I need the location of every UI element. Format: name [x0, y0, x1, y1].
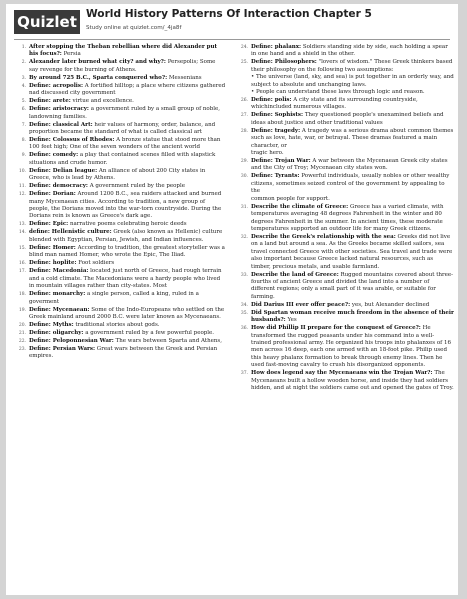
item-term: Define: monarchy:: [29, 291, 86, 298]
item-number: 6.: [21, 107, 26, 113]
flashcard-item: [12, 183, 226, 190]
item-number: 28.: [240, 128, 248, 134]
item-term: Did Spartan woman receive much freedom in the absence of their husbands?:: [251, 309, 454, 324]
item-body: [251, 44, 454, 59]
item-body: [29, 260, 226, 267]
item-definition: yes, but Alexander declined: [351, 301, 430, 308]
item-body: [251, 204, 454, 234]
item-term: Define: Homer:: [29, 244, 76, 251]
item-number: 12.: [18, 192, 26, 198]
flashcard-item: [234, 325, 454, 369]
flashcard-item: [234, 302, 454, 309]
item-body: [29, 229, 226, 244]
flashcard-item: [234, 173, 454, 203]
item-term: How does legend say the Mycenaeans win the Trojan War?:: [251, 370, 433, 377]
item-number: 29.: [240, 159, 248, 165]
flashcard-item: [12, 245, 226, 260]
item-definition: A government ruled by the people: [89, 183, 185, 190]
item-definition: Greek (also known as Hellenic) culture blended with Egyptian, Persian, Jewish, and Indian influences.: [29, 229, 223, 243]
item-definition: virtue and excellence.: [72, 98, 134, 105]
item-definition: A war between the Mycenaean Greek city states and the City of Troy; Mycenaean city states won.: [251, 158, 448, 172]
item-definition: Powerful individuals, usually nobles or other wealthy citizens, sometimes seized control of the government by appealing to the common people for support.: [251, 173, 450, 202]
flashcard-item: [12, 59, 226, 74]
item-body: [29, 346, 226, 361]
item-number: 15.: [18, 245, 26, 251]
item-definition: traditional stories about gods.: [75, 321, 160, 328]
item-term: Define: Delian league:: [29, 167, 98, 174]
item-number: 9.: [21, 153, 26, 159]
item-body: [29, 106, 226, 121]
item-term: Define: hoplite:: [29, 260, 77, 267]
item-term: Define: Philosophers:: [251, 59, 317, 66]
item-body: [29, 44, 226, 59]
item-term: By around 725 B.C., Sparta conquered who?:: [29, 74, 168, 81]
item-body: [251, 59, 454, 96]
flashcard-item: [12, 268, 226, 290]
item-definition: A fortified hilltop; a place where citizens gathered nad discussed city government: [29, 82, 226, 97]
item-number: 35.: [240, 310, 248, 316]
item-definition: heir values of harmony, order, balance, and proportion became the standard of what is called classical art: [29, 121, 216, 136]
item-body: [29, 168, 226, 183]
item-body: [29, 59, 226, 74]
item-number: 16.: [18, 261, 26, 267]
item-body: [29, 137, 226, 152]
header-divider: [14, 39, 450, 40]
flashcard-item: [12, 98, 226, 105]
item-body: [29, 75, 226, 82]
document-header: [6, 4, 458, 40]
flashcard-item: [12, 330, 226, 337]
item-number: 23.: [18, 346, 26, 352]
item-definition: According to tradition, the greatest storyteller was a blind man named Homer, who wrote the Epic, The Iliad.: [29, 244, 225, 259]
item-body: [29, 191, 226, 221]
item-number: 1.: [21, 45, 26, 50]
item-number: 8.: [21, 138, 26, 144]
item-definition: An alliance of about 200 City states in Greece, who is lead by Athens.: [29, 167, 206, 182]
item-body: [29, 122, 226, 137]
flashcard-item: [12, 229, 226, 244]
item-term: Describe the Greek's relationship with the sea:: [251, 233, 396, 240]
quizlet-logo: Quizlet: [14, 10, 80, 34]
item-body: [29, 83, 226, 98]
item-term: Define: classical Art:: [29, 121, 93, 128]
item-term: Define: Myths:: [29, 321, 74, 328]
flashcard-item: [234, 112, 454, 127]
item-number: 10.: [18, 168, 26, 174]
flashcard-item: [234, 44, 454, 59]
item-number: 30.: [240, 174, 248, 180]
item-term: Define: aristocracy:: [29, 106, 89, 113]
item-number: 7.: [21, 122, 26, 128]
item-definition: They questioned people's unexamined beliefs and ideas about justice and other traditional values: [251, 112, 444, 126]
item-body: [251, 370, 454, 392]
item-definition: Rugged mountains covered about three-fourths of ancient Greece and divided the land into a number of different regions; only a small part of it was arable, or suitable for farming.: [251, 271, 453, 300]
flashcard-item: [12, 137, 226, 152]
item-term: Define: Persian Wars:: [29, 345, 96, 352]
item-term: Define: oligarchy:: [29, 329, 84, 336]
item-number: 4.: [21, 83, 26, 89]
item-body: [251, 112, 454, 127]
item-number: 27.: [240, 113, 248, 119]
item-term: Define: Colossus of Rhodes:: [29, 137, 115, 144]
item-number: 5.: [21, 99, 26, 105]
flashcard-item: [12, 291, 226, 306]
item-number: 32.: [240, 234, 248, 240]
item-definition: a government ruled by a small group of noble, landowning families.: [29, 106, 221, 120]
page-subtitle: Study online at quizlet.com/_4ja8f: [86, 25, 182, 31]
item-term: Define: Trojan War:: [251, 158, 311, 165]
item-body: [251, 128, 454, 158]
item-term: Define: Mycenaean:: [29, 306, 90, 313]
item-body: [29, 221, 226, 228]
left-column: [12, 44, 226, 361]
flashcard-item: [12, 346, 226, 361]
item-number: 33.: [240, 272, 248, 278]
item-body: [29, 338, 226, 345]
flashcard-item: [12, 307, 226, 322]
item-term: Alexander later burned what city? and why?:: [29, 59, 166, 66]
item-number: 34.: [240, 302, 248, 308]
item-term: Define: Tyrants:: [251, 173, 300, 180]
flashcard-item: [12, 322, 226, 329]
item-number: 31.: [240, 204, 248, 210]
item-definition: "lovers of wisdom." These Greek thinkers based their philosophy on the following two assumptions: • The universe (land, sky, and sea) is put together in an orderly way, and subject to absolute and unchanging laws. • People can understand these laws through logic and reason.: [251, 59, 454, 96]
item-number: 11.: [18, 184, 26, 190]
item-number: 17.: [18, 269, 26, 275]
flashcard-item: [234, 158, 454, 173]
flashcard-item: [12, 221, 226, 228]
item-term: define: Hellenistic culture:: [29, 229, 112, 236]
flashcard-item: [12, 168, 226, 183]
flashcard-item: [12, 75, 226, 82]
item-term: Define: Dorian:: [29, 191, 76, 198]
item-number: 13.: [18, 222, 26, 228]
flashcard-item: [12, 152, 226, 167]
flashcard-item: [12, 260, 226, 267]
item-definition: Great wars between the Greek and Persian empires.: [29, 345, 218, 360]
item-definition: a government ruled by a few powerful people.: [85, 329, 215, 336]
item-term: Define: Epic:: [29, 221, 69, 228]
item-definition: Around 1200 B.C., sea raiders attacked and burned many Mycenaean cities. According to tradition, a new group of people, the Dorians moved into the war-torn countryside. During the Dorians rein is known as Greece's dark age.: [29, 191, 222, 220]
item-number: 20.: [18, 322, 26, 328]
item-term: Define: polis:: [251, 97, 292, 104]
item-body: [29, 245, 226, 260]
item-body: [251, 325, 454, 369]
item-definition: A tragedy was a serious drama about common themes such as love, hate, war, or betrayal. These dramas featured a main character, or tragic hero.: [251, 127, 454, 157]
item-term: Describe the land of Greece:: [251, 271, 339, 278]
item-body: [251, 173, 454, 203]
flashcard-item: [12, 83, 226, 98]
item-term: Define: comedy:: [29, 152, 79, 159]
item-definition: narrative poems celebrating heroic deeds: [69, 221, 187, 228]
right-column: [234, 44, 454, 393]
item-term: Define: Sophists:: [251, 112, 304, 119]
item-body: [29, 98, 226, 105]
item-number: 14.: [18, 230, 26, 236]
page-title: World History Patterns Of Interaction Chapter 5: [86, 8, 372, 20]
item-number: 37.: [240, 371, 248, 377]
item-body: [29, 291, 226, 306]
flashcard-item: [234, 204, 454, 234]
item-body: [251, 310, 454, 325]
item-definition: a play that contained scenes filled with slapstick situations and crude humor.: [29, 152, 216, 166]
flashcard-item: [234, 370, 454, 392]
item-term: Define: tragedy:: [251, 127, 301, 134]
item-definition: a single person, called a king, ruled in a goverment: [29, 291, 199, 305]
item-definition: Foot soldiers: [78, 260, 115, 267]
item-body: [251, 158, 454, 173]
item-term: Describe the climate of Greece:: [251, 203, 349, 210]
item-body: [29, 152, 226, 167]
item-number: 2.: [21, 60, 26, 66]
item-term: After stopping the Theban rebellian where did Alexander put his focus?:: [29, 44, 218, 58]
item-number: 24.: [240, 45, 248, 50]
item-definition: The Mycenaeans built a hollow wooden horse, and inside they had soldiers hidden, and at night the soldiers came out and opened the gates of Troy.: [251, 370, 454, 391]
item-definition: Persepolis; Some say revenge for the burning of Athens.: [29, 59, 216, 73]
item-term: Define: Macedonia:: [29, 268, 89, 275]
item-number: 25.: [240, 60, 248, 66]
item-number: 22.: [18, 338, 26, 344]
flashcard-item: [234, 97, 454, 112]
item-body: [29, 183, 226, 190]
item-body: [29, 330, 226, 337]
flashcard-item: [234, 234, 454, 271]
flashcard-item: [234, 310, 454, 325]
item-definition: Soldiers standing side by side, each holding a spear in one hand and a shield in the other.: [251, 44, 448, 58]
item-term: Define: democracy:: [29, 183, 88, 190]
flashcard-item: [12, 122, 226, 137]
item-definition: The wars between Sparta and Athens,: [115, 337, 222, 344]
item-definition: Yes: [287, 317, 297, 324]
item-definition: Some of the Indo-Europeans who settled on the Greek mainland around 2000 B.C. were later known as Mycenaeans.: [29, 306, 225, 320]
flashcard-item: [234, 128, 454, 158]
item-definition: Persia: [63, 51, 81, 58]
item-term: Define: Peloponnesian War:: [29, 337, 114, 344]
flashcard-item: [234, 272, 454, 302]
item-term: Define: phalanx:: [251, 44, 302, 50]
item-definition: A bronze statue that stood more than 100 feet high; One of the seven wonders of the ancient world: [29, 137, 221, 151]
item-definition: located just north of Greece, had rough terrain and a cold climate. The Macedonians were a hardy people who lived in mountain villages rather than city-states. Most: [29, 268, 222, 290]
document-page: [6, 4, 458, 595]
item-body: [29, 307, 226, 322]
item-definition: Greeks did not live on a land but around a sea. As the Greeks became skilled sailors, sea travel connected Greece with other societies. Sea travel and trade were also important because Greece lacked natural resources, such as timber, precious metals, and usable farmland.: [251, 233, 453, 270]
item-term: Define: acropolis:: [29, 82, 84, 89]
item-number: 19.: [18, 307, 26, 313]
flashcard-item: [12, 338, 226, 345]
item-body: [251, 234, 454, 271]
item-body: [29, 322, 226, 329]
item-definition: Messenians: [168, 74, 202, 81]
item-body: [251, 97, 454, 112]
item-number: 18.: [18, 292, 26, 298]
item-term: Define: arete:: [29, 98, 71, 105]
item-definition: Greece has a varied climate, with temperatures averaging 48 degrees Fahrenheit in the winter and 80 degrees Fahrenheit in the summer. In ancient times, these moderate temperatures supported an outdoor life for many Greek citizens.: [251, 203, 444, 232]
flashcard-item: [12, 191, 226, 221]
item-body: [251, 302, 454, 309]
item-term: How did Phillip II prepare for the conquest of Greece?:: [251, 325, 421, 332]
item-body: [251, 272, 454, 302]
item-term: Did Darius III ever offer peace?:: [251, 301, 351, 308]
flashcard-item: [12, 44, 226, 59]
item-definition: He transformed the rugged peasants under his command into a well-trained professional army. He organized his troops into phalanxes of 16 men across 16 deep, each one armed with an 18-foot pike. Philip used this heavy phalanx formation to break through enemy lines. Then he used fast-moving cavalry to crush his disorganized opponents.: [251, 325, 451, 369]
item-number: 21.: [18, 330, 26, 336]
item-body: [29, 268, 226, 290]
item-definition: A city state and its surrounding countryside, whichincluded numerous villages.: [251, 97, 418, 111]
item-number: 36.: [240, 326, 248, 332]
item-number: 26.: [240, 98, 248, 104]
item-number: 3.: [21, 75, 26, 81]
flashcard-item: [234, 59, 454, 96]
flashcard-item: [12, 106, 226, 121]
